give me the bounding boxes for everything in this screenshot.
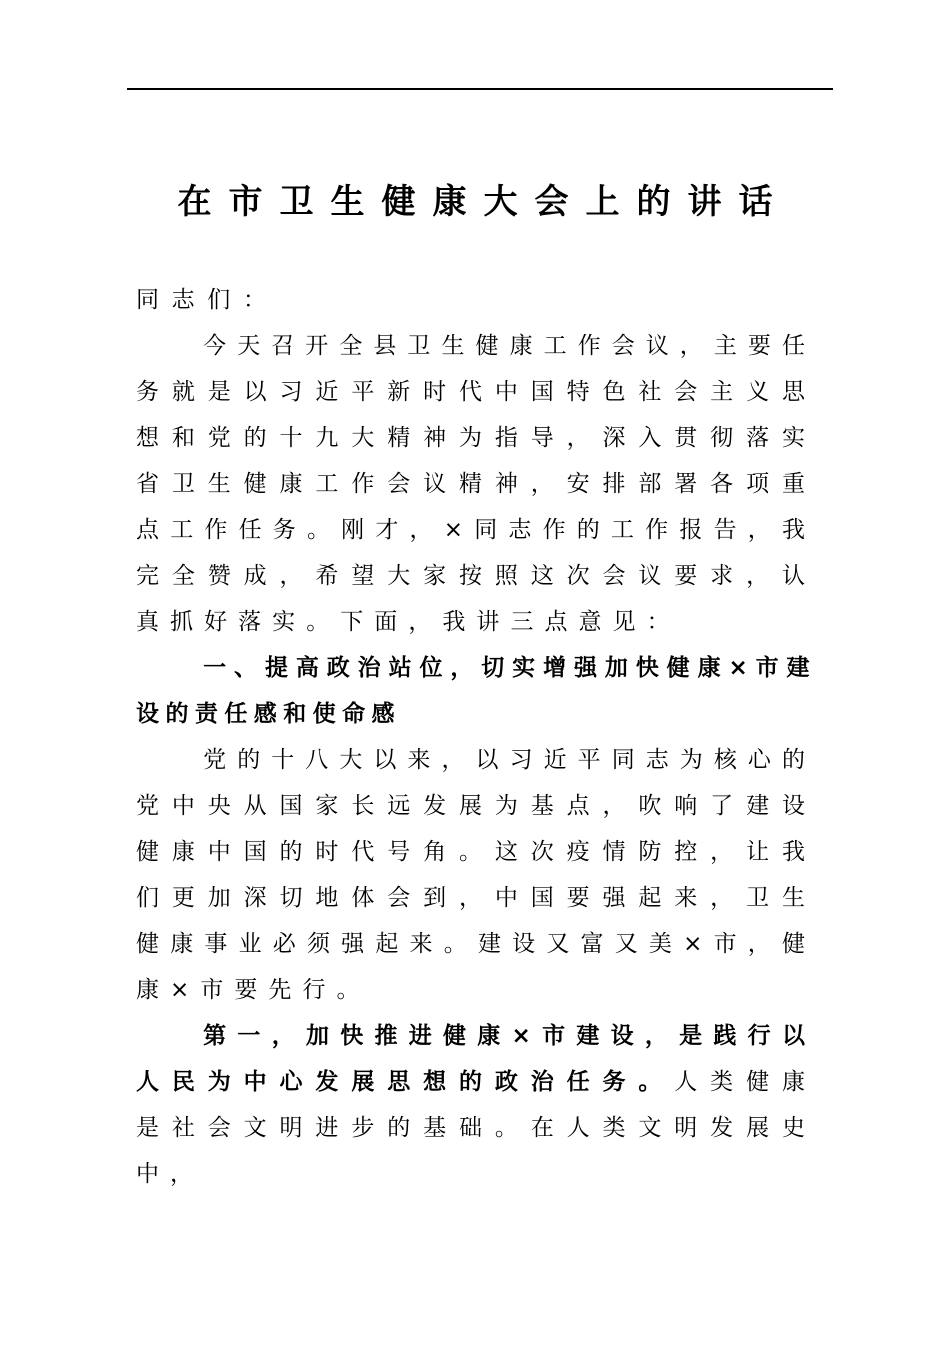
- intro-paragraph: 今天召开全县卫生健康工作会议，主要任务就是以习近平新时代中国特色社会主义思想和党的十九大精神为指导，深入贯彻落实省卫生健康工作会议精神，安排部署各项重点工作任务。刚才，×同志作的工作报告，我完全赞成，希望大家按照这次会议要求，认真抓好落实。下面，我讲三点意见：: [136, 333, 816, 635]
- section-1-paragraph: 党的十八大以来，以习近平同志为核心的党中央从国家长远发展为基点，吹响了建设健康中国的时代号角。这次疫情防控，让我们更加深切地体会到，中国要强起来，卫生健康事业必须强起来。建设又富又美×市，健康×市要先行。: [136, 747, 816, 1003]
- document-body: [136, 277, 816, 1197]
- document-title: 在市卫生健康大会上的讲话: [177, 182, 790, 222]
- header-rule: [127, 88, 833, 90]
- point-1-text: 人类健康是社会文明进步的基础。在人类文明发展史中，: [136, 1069, 816, 1187]
- point-1-paragraph: [136, 1013, 816, 1197]
- section-heading-1: 一、提高政治站位，切实增强加快健康×市建设的责任感和使命感: [136, 655, 816, 727]
- greeting: 同志们：: [136, 287, 279, 313]
- point-1-lead: 第一，加快推进健康×市建设，是践行以人民为中心发展思想的政治任务。: [136, 1023, 816, 1095]
